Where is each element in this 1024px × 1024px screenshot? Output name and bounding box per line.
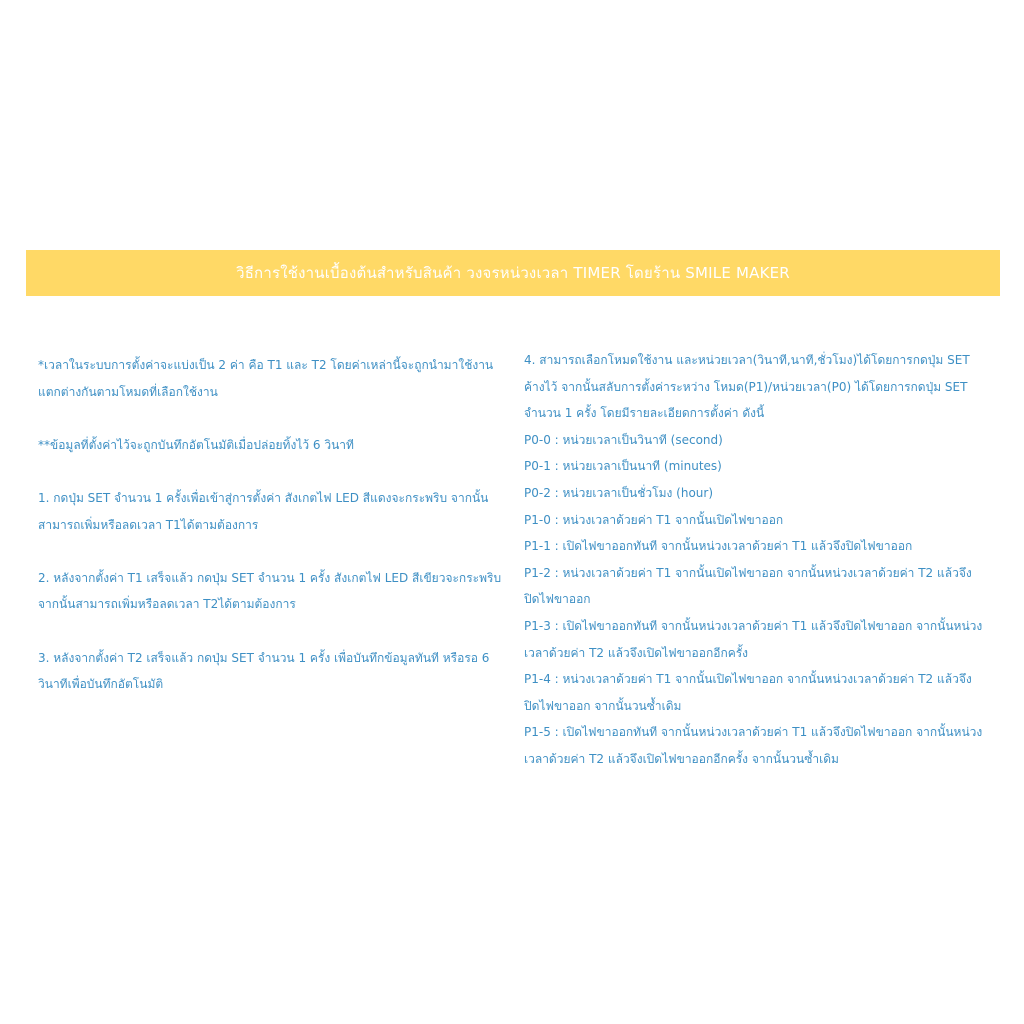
note-auto-save: **ข้อมูลที่ตั้งค่าไว้จะถูกบันทึกอัตโนมัติเมื่อปล่อยทิ้งไว้ 6 วินาที [38,437,354,452]
setting-p0-2: P0-2 : หน่วยเวลาเป็นชั่วโมง (hour) [524,485,714,500]
setting-p0-1: P0-1 : หน่วยเวลาเป็นนาที (minutes) [524,459,722,474]
title-banner [26,250,1000,296]
setting-p1-2: P1-2 : หน่วงเวลาด้วยค่า T1 จากนั้นเปิดไฟขาออก จากนั้นหน่วงเวลาด้วยค่า T2 แล้วจึงปิดไฟขาออก [524,565,972,607]
setting-p0-0: P0-0 : หน่วยเวลาเป็นวินาที (second) [524,432,723,447]
right-instructions-column [524,347,984,773]
note-time-values: *เวลาในระบบการตั้งค่าจะแบ่งเป็น 2 ค่า คือ T1 และ T2 โดยค่าเหล่านี้จะถูกนำมาใช้งานแตกต่างกันตามโหมดที่เลือกใช้งาน [38,358,494,399]
setting-p1-3: P1-3 : เปิดไฟขาออกทันที จากนั้นหน่วงเวลาด้วยค่า T1 แล้วจึงปิดไฟขาออก จากนั้นหน่วงเวลาด้วยค่า T2 แล้วจึงเปิดไฟขาออกอีกครั้ง [524,618,983,660]
step-4-mode-selection: 4. สามารถเลือกโหมดใช้งาน และหน่วยเวลา(วินาที,นาที,ชั่วโมง)ได้โดยการกดปุ่ม SET ค้างไว้ จากนั้นสลับการตั้งค่าระหว่าง โหมด(P1)/หน่วยเวลา(P0) ได้โดยการกดปุ่ม SET จำนวน 1 ครั้ง โดยมีรายละเอียดการตั้งค่า ดังนี้ [524,353,970,421]
setting-p1-0: P1-0 : หน่วงเวลาด้วยค่า T1 จากนั้นเปิดไฟขาออก [524,512,784,527]
page-title: วิธีการใช้งานเบื้องต้นสำหรับสินค้า วงจรหน่วงเวลา TIMER โดยร้าน SMILE MAKER [236,264,790,282]
step-2-set-t2: 2. หลังจากตั้งค่า T1 เสร็จแล้ว กดปุ่ม SET จำนวน 1 ครั้ง สังเกตไฟ LED สีเขียวจะกระพริบ จากนั้นสามารถเพิ่มหรือลดเวลา T2ได้ตามต้องการ [38,570,502,612]
step-1-set-t1: 1. กดปุ่ม SET จำนวน 1 ครั้งเพื่อเข้าสู่การตั้งค่า สังเกตไฟ LED สีแดงจะกระพริบ จากนั้นสามารถเพิ่มหรือลดเวลา T1ได้ตามต้องการ [38,490,489,532]
step-3-save: 3. หลังจากตั้งค่า T2 เสร็จแล้ว กดปุ่ม SET จำนวน 1 ครั้ง เพื่อบันทึกข้อมูลทันที หรือรอ 6 วินาทีเพื่อบันทึกอัตโนมัติ [38,650,490,692]
setting-p1-5: P1-5 : เปิดไฟขาออกทันที จากนั้นหน่วงเวลาด้วยค่า T1 แล้วจึงปิดไฟขาออก จากนั้นหน่วงเวลาด้วยค่า T2 แล้วจึงเปิดไฟขาออกอีกครั้ง จากนั้นวนซ้ำเดิม [524,725,983,766]
setting-p1-4: P1-4 : หน่วงเวลาด้วยค่า T1 จากนั้นเปิดไฟขาออก จากนั้นหน่วงเวลาด้วยค่า T2 แล้วจึงปิดไฟขาออก จากนั้นวนซ้ำเดิม [524,672,972,713]
left-instructions-column [38,352,504,698]
setting-p1-1: P1-1 : เปิดไฟขาออกทันที จากนั้นหน่วงเวลาด้วยค่า T1 แล้วจึงปิดไฟขาออก [524,539,913,554]
